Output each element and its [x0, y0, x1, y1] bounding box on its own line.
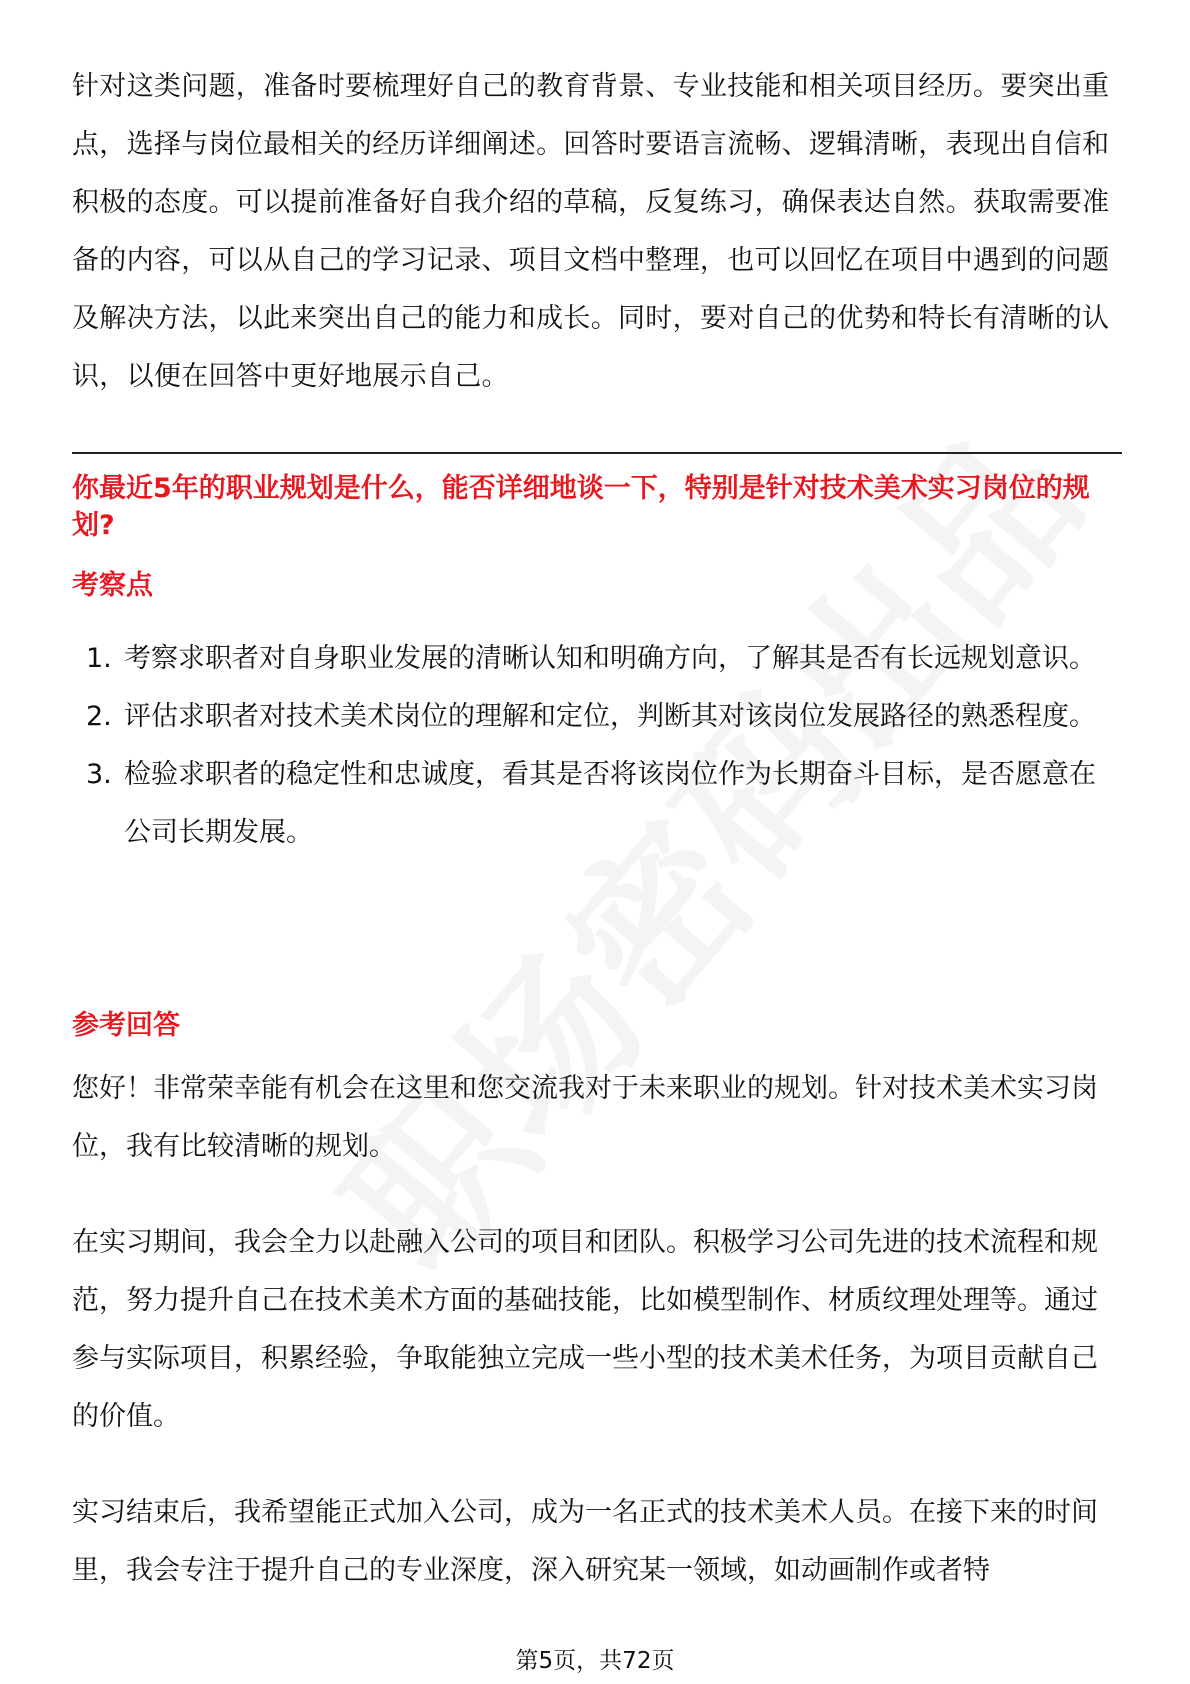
list-item — [72, 688, 1122, 746]
answer-paragraph: 您好！非常荣幸能有机会在这里和您交流我对于未来职业的规划。针对技术美术实习岗位，我有比较清晰的规划。 — [72, 1073, 1098, 1162]
intro-section — [72, 58, 1122, 406]
question-title: 你最近5年的职业规划是什么，能否详细地谈一下，特别是针对技术美术实习岗位的规划? — [72, 473, 1090, 541]
answer-heading: 参考回答 — [72, 1010, 180, 1041]
list-text: 考察求职者对自身职业发展的清晰认知和明确方向，了解其是否有长远规划意识。 — [124, 643, 1096, 674]
page-footer: 第5页，共72页 — [515, 1648, 675, 1674]
list-number: 3. — [86, 759, 112, 790]
answer-paragraph: 在实习期间，我会全力以赴融入公司的项目和团队。积极学习公司先进的技术流程和规范，努力提升自己在技术美术方面的基础技能，比如模型制作、材质纹理处理等。通过参与实际项目，积累经验，争取能独立完成一些小型的技术美术任务，为项目贡献自己的价值。 — [72, 1227, 1098, 1432]
list-number: 2. — [86, 701, 112, 732]
list-item — [72, 746, 1122, 862]
list-item — [72, 630, 1122, 688]
list-text: 评估求职者对技术美术岗位的理解和定位，判断其对该岗位发展路径的熟悉程度。 — [124, 701, 1096, 732]
list-text: 检验求职者的稳定性和忠诚度，看其是否将该岗位作为长期奋斗目标，是否愿意在公司长期发展。 — [124, 759, 1096, 848]
points-heading: 考察点 — [72, 570, 153, 601]
points-list — [72, 630, 1122, 862]
section-divider — [72, 452, 1122, 454]
intro-paragraph: 针对这类问题，准备时要梳理好自己的教育背景、专业技能和相关项目经历。要突出重点，选择与岗位最相关的经历详细阐述。回答时要语言流畅、逻辑清晰，表现出自信和积极的态度。可以提前准备好自我介绍的草稿，反复练习，确保表达自然。获取需要准备的内容，可以从自己的学习记录、项目文档中整理，也可以回忆在项目中遇到的问题及解决方法，以此来突出自己的能力和成长。同时，要对自己的优势和特长有清晰的认识，以便在回答中更好地展示自己。 — [72, 71, 1110, 392]
answer-paragraph: 实习结束后，我希望能正式加入公司，成为一名正式的技术美术人员。在接下来的时间里，我会专注于提升自己的专业深度，深入研究某一领域，如动画制作或者特 — [72, 1497, 1098, 1586]
list-number: 1. — [86, 643, 112, 674]
